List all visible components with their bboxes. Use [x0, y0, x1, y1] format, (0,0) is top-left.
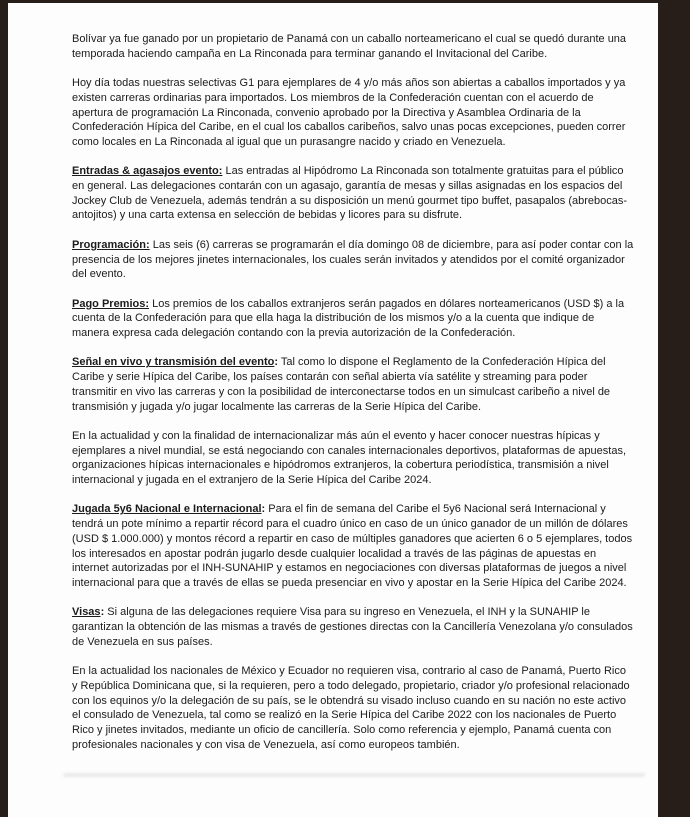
- paragraph-visas: [72, 605, 634, 649]
- paragraph-heading: Jugada 5y6 Nacional e Internacional: [72, 503, 262, 516]
- paragraph-body: En la actualidad los nacionales de México y Ecuador no requieren visa, contrario al caso de Panamá, Puerto Rico y República Dominicana que, si la requieren, pero a todo delegado, propietario, criador y/o profesional relacionado con los equinos y/o la delegación de su país, se le obtendrá su visado incluso cuando en su nación no este activo el consulado de Venezuela, tal como se realizó en la Serie Hípica del Caribe 2022 con los nacionales de Puerto Rico y jinetes invitados, mediante un oficio de cancillería. Solo como referencia y ejemplo, Panamá cuenta con profesionales nacionales y con visa de Venezuela, así como europeos también.: [72, 665, 630, 751]
- paragraph-heading: Pago Premios:: [72, 297, 150, 310]
- paragraph-body: En la actualidad y con la finalidad de internacionalizar más aún el evento y hacer conocer nuestras hípicas y ejemplares a nivel mundial, se está negociando con canales internacionales deportivos, plataformas de apuestas, organizaciones hípicas internacionales e hipódromos extranjeros, la cobertura periodística, transmisión a nivel internacional y jugada en el extranjero de la Serie Hípica del Caribe 2024.: [72, 429, 627, 486]
- document-page: [8, 3, 658, 817]
- scan-artifact-line: [63, 773, 645, 777]
- paragraph-body: Las entradas al Hipódromo La Rinconada son totalmente gratuitas para el público en general. Las delegaciones contarán con un agasajo, garantía de mesas y sillas asignadas en los espacios del Jockey Club de Venezuela, además tendrán a su disposición un menú gourmet tipo buffet, pasapalos (abrebocas-antojitos) y una carta extensa en selección de bebidas y licores para su disfrute.: [72, 165, 628, 222]
- paragraph-internacionalizacion: [72, 429, 634, 488]
- paragraph-heading: Entradas & agasajos evento:: [72, 165, 223, 178]
- paragraph-body: Bolívar ya fue ganado por un propietario de Panamá con un caballo norteamericano el cual se quedó durante una temporada haciendo campaña en La Rinconada para terminar ganando el Invitacional del Caribe.: [72, 33, 627, 60]
- paragraph-body: Hoy día todas nuestras selectivas G1 para ejemplares de 4 y/o más años son abiertas a caballos importados y ya existen carreras ordinarias para importados. Los miembros de la Confederación cuentan con el acuerdo de apertura de programación La Rinconada, convenio aprobado por la Directiva y Asamblea Ordinaria de la Confederación Hípica del Caribe, en el cual los caballos caribeños, salvo unas pocas excepciones, pueden correr como locales en La Rinconada al igual que un purasangre nacido y criado en Venezuela.: [72, 77, 626, 148]
- paragraph-body: Las seis (6) carreras se programarán el día domingo 08 de diciembre, para así poder contar con la presencia de los mejores jinetes internacionales, los cuales serán invitados y atendidos por el comité organizador del evento.: [72, 238, 634, 281]
- paragraph-heading-colon: :: [100, 606, 105, 619]
- paragraph-heading-colon: :: [261, 503, 266, 516]
- paragraph-senal-en-vivo: [72, 355, 634, 414]
- paragraph-entradas-agasajos: [72, 164, 634, 223]
- paragraph-body: Los premios de los caballos extranjeros serán pagados en dólares norteamericanos (USD $) a la cuenta de la Confederación para que ella haga la distribución de los mismos y/o a la cuenta que indique de manera expresa cada delegación contando con la previa autorización de la Confederación.: [72, 297, 625, 339]
- paragraph-bolivar: [72, 32, 634, 61]
- paragraph-heading: Programación:: [72, 238, 150, 251]
- paragraph-programacion: [72, 238, 634, 282]
- paragraph-body: Para el fin de semana del Caribe el 5y6 Nacional será Internacional y tendrá un pote mínimo a repartir récord para el cuadro único en caso de un único ganador de un millón de dólares (USD $ 1.000.000) y montos récord a repartir en caso de múltiples ganadores que acierten 6 o 5 ejemplares, todos los interesados en apostar podrán jugarlo desde cualquier localidad a través de las páginas de apuestas en internet autorizadas por el INH-SUNAHIP y estamos en negociaciones con diversas plataformas de juegos a nivel internacional para que a través de ellas se pueda presenciar en vivo y apostar en la Serie Hípica del Caribe 2024.: [72, 503, 633, 589]
- paragraph-body: Tal como lo dispone el Reglamento de la Confederación Hípica del Caribe y serie Hípica del Caribe, los países contarán con señal abierta vía satélite y streaming para poder transmitir en vivo las carreras y con la posibilidad de interconectarse todos en un simulcast caribeño a nivel de transmisión y jugada y/o jugar localmente las carreras de la Serie Hípica del Caribe.: [72, 356, 611, 413]
- paragraph-heading-colon: :: [274, 356, 279, 369]
- paragraph-body: Si alguna de las delegaciones requiere Visa para su ingreso en Venezuela, el INH y la SUNAHIP le garantizan la obtención de las mismas a través de gestiones directas con la Cancillería Venezolana y/o consulados de Venezuela en sus países.: [72, 606, 633, 648]
- paragraph-pago-premios: [72, 297, 634, 341]
- document-text: [72, 32, 634, 767]
- paragraph-heading: Visas: [72, 606, 101, 619]
- paragraph-selectivas: [72, 76, 634, 150]
- paragraph-visas-detalle: [72, 664, 634, 752]
- paragraph-jugada-5y6: [72, 502, 634, 590]
- paragraph-heading: Señal en vivo y transmisión del evento: [72, 356, 275, 369]
